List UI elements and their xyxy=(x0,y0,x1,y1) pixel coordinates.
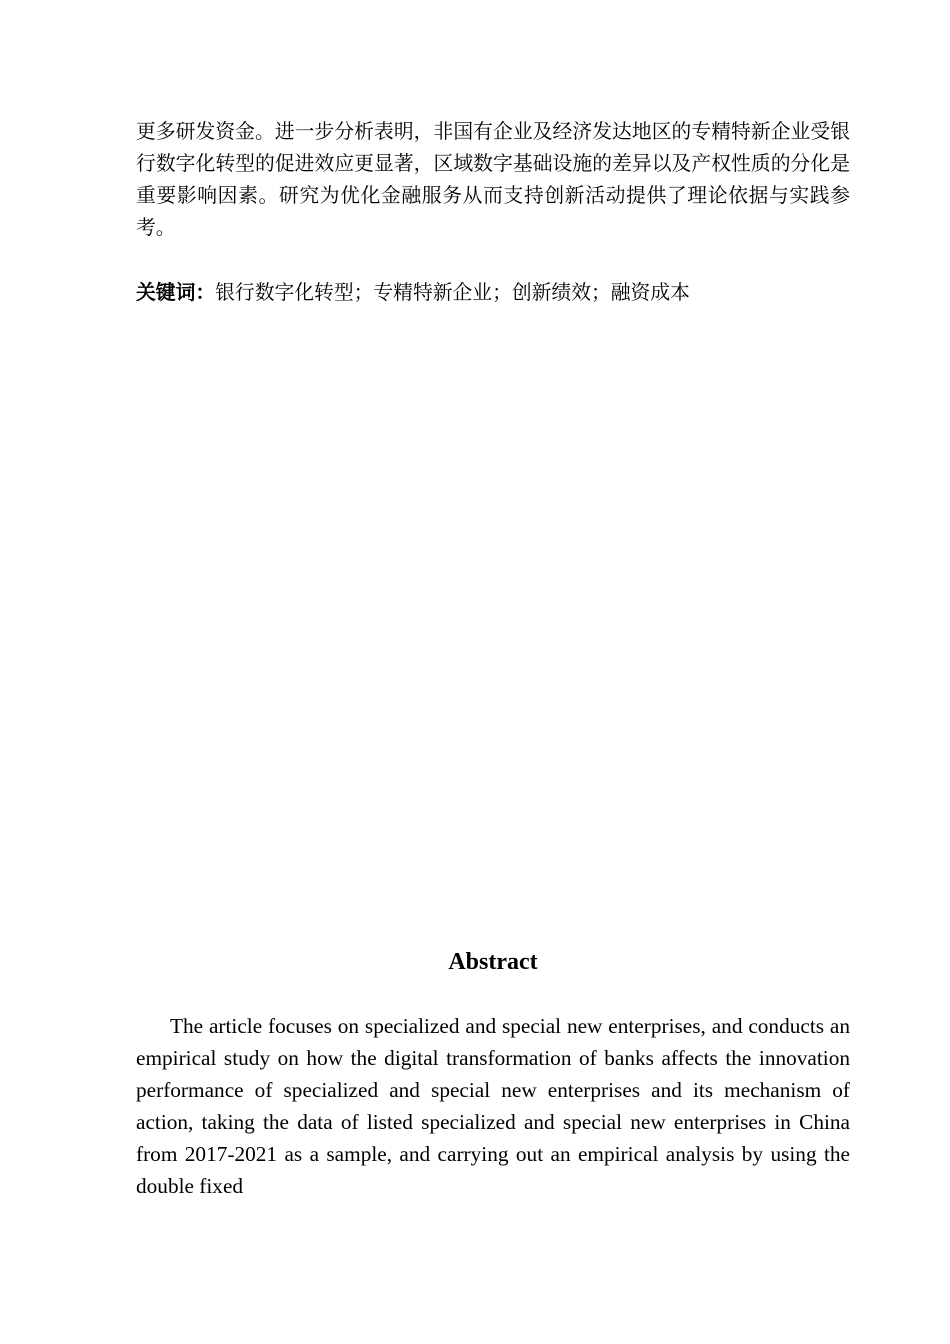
keywords-label: 关键词： xyxy=(136,281,216,304)
chinese-abstract-paragraph: 更多研发资金。进一步分析表明，非国有企业及经济发达地区的专精特新企业受银行数字化转型的促进效应更显著，区域数字基础设施的差异以及产权性质的分化是重要影响因素。研究为优化金融服务从而支持创新活动提供了理论依据与实践参考。 xyxy=(136,120,850,239)
english-abstract-paragraph: The article focuses on specialized and special new enterprises, and conducts an empirical study on how the digital transformation of banks affects the innovation performance of specialized and special new enterprises and its mechanism of action, taking the data of listed specialized and special new enterprises in China from 2017-2021 as a sample, and carrying out an empirical analysis by using the double fixed xyxy=(136,1014,850,1198)
chinese-keywords xyxy=(136,277,850,309)
keywords-text: 银行数字化转型；专精特新企业；创新绩效；融资成本 xyxy=(215,281,690,304)
abstract-heading: Abstract xyxy=(448,949,538,975)
